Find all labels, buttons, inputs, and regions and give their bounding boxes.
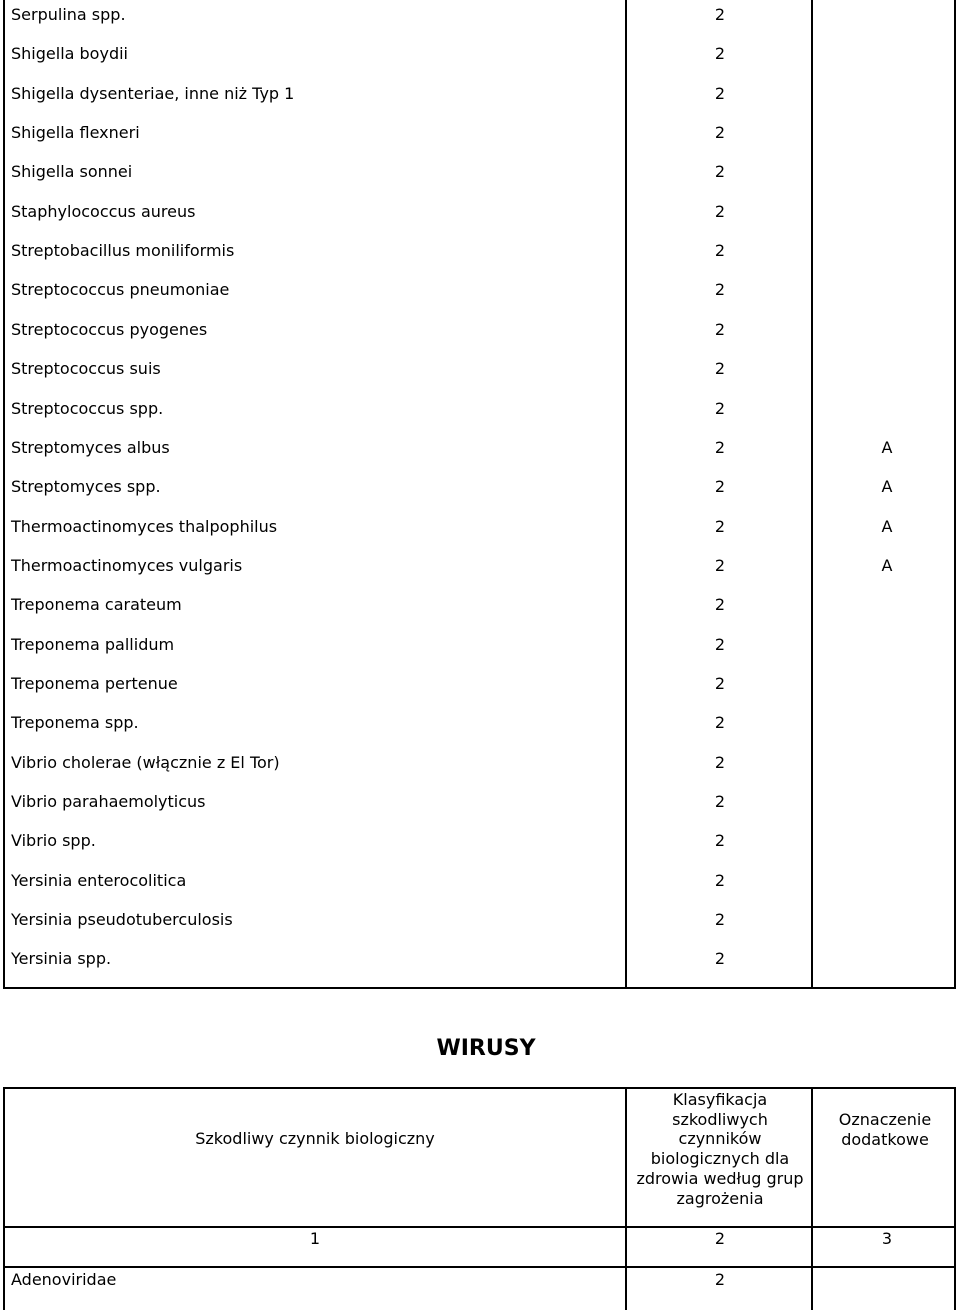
table-row: [0, 467, 960, 506]
risk-group: 2: [714, 595, 726, 615]
risk-group: 2: [714, 83, 726, 103]
risk-group: 2: [714, 831, 726, 851]
agent-name: Vibrio parahaemolyticus: [11, 792, 206, 811]
agent-name: Streptococcus pneumoniae: [11, 280, 230, 300]
table-row: [0, 113, 960, 152]
risk-group: 2: [714, 280, 726, 300]
risk-group: 2: [714, 359, 726, 379]
risk-group: 2: [714, 792, 726, 811]
table-row: [0, 0, 960, 34]
header-additional-label: Oznaczenie dodatkowe: [838, 1110, 932, 1149]
risk-group: 2: [714, 634, 726, 654]
risk-group: 2: [714, 162, 726, 182]
agent-name: Thermoactinomyces thalpophilus: [11, 516, 278, 536]
section-title: WIRUSY: [436, 1036, 536, 1061]
risk-group: 2: [714, 477, 726, 497]
agent-name: Shigella flexneri: [11, 123, 140, 143]
table-row: [0, 270, 960, 309]
table-row: [0, 546, 960, 585]
agent-name: Treponema carateum: [11, 595, 182, 615]
virus-row-group: 2: [714, 1270, 726, 1289]
table-row: [0, 821, 960, 860]
agent-name: Streptobacillus moniliformis: [11, 241, 235, 261]
agent-name: Streptococcus spp.: [11, 398, 164, 418]
risk-group: 2: [714, 5, 726, 24]
table-row: [0, 310, 960, 349]
risk-group: 2: [714, 910, 726, 930]
table-row: [0, 861, 960, 900]
risk-group: 2: [714, 870, 726, 890]
agent-name: Serpulina spp.: [11, 5, 126, 24]
table-border-bottom: [3, 987, 956, 989]
risk-group: 2: [714, 949, 726, 969]
table-row: [0, 743, 960, 782]
table-row: [0, 192, 960, 231]
table-row: [0, 782, 960, 821]
virus-table-border-right: [954, 1087, 956, 1310]
table-row: [0, 152, 960, 191]
risk-group: 2: [714, 241, 726, 261]
risk-group: 2: [714, 319, 726, 339]
agent-name: Yersinia enterocolitica: [11, 870, 187, 890]
risk-group: 2: [714, 752, 726, 772]
agent-name: Vibrio spp.: [11, 831, 96, 851]
risk-group: 2: [714, 713, 726, 733]
virus-header-bottom-line: [3, 1226, 956, 1228]
table-row: [0, 900, 960, 939]
virus-numbers-bottom-line: [3, 1266, 956, 1268]
risk-group: 2: [714, 398, 726, 418]
header-classification-label: Klasyfikacja szkodliwych czynników biologicznych dla zdrowia według grup zagrożenia: [636, 1090, 804, 1208]
virus-table-border-left: [3, 1087, 5, 1310]
agent-name: Treponema pertenue: [11, 673, 178, 693]
additional-mark: A: [881, 516, 893, 536]
risk-group: 2: [714, 44, 726, 64]
table-row: [0, 74, 960, 113]
table-row: [0, 703, 960, 742]
virus-table-border-top: [3, 1087, 956, 1089]
agent-name: Vibrio cholerae (włącznie z El Tor): [11, 752, 280, 772]
agent-name: Thermoactinomyces vulgaris: [11, 555, 243, 575]
additional-mark: A: [881, 437, 893, 457]
agent-name: Yersinia spp.: [11, 949, 112, 969]
agent-name: Treponema spp.: [11, 713, 139, 733]
table-row: [0, 585, 960, 624]
agent-name: Staphylococcus aureus: [11, 201, 196, 221]
table-row: [0, 349, 960, 388]
additional-mark: A: [881, 477, 893, 497]
risk-group: 2: [714, 437, 726, 457]
agent-name: Streptococcus pyogenes: [11, 319, 208, 339]
table-row: [0, 231, 960, 270]
table-row: [0, 625, 960, 664]
column-number-3: 3: [881, 1229, 893, 1248]
table-row: [0, 389, 960, 428]
agent-name: Streptomyces spp.: [11, 477, 161, 497]
table-row: [0, 34, 960, 73]
risk-group: 2: [714, 555, 726, 575]
risk-group: 2: [714, 123, 726, 143]
table-row: [0, 507, 960, 546]
risk-group: 2: [714, 201, 726, 221]
agent-name: Shigella dysenteriae, inne niż Typ 1: [11, 83, 295, 103]
agent-name: Yersinia pseudotuberculosis: [11, 910, 233, 930]
column-number-1: 1: [309, 1229, 321, 1248]
agent-name: Shigella sonnei: [11, 162, 133, 182]
agent-name: Treponema pallidum: [11, 634, 175, 654]
table-row: [0, 939, 960, 978]
agent-name: Streptococcus suis: [11, 359, 161, 379]
column-number-2: 2: [714, 1229, 726, 1248]
table-row: [0, 428, 960, 467]
agent-name: Streptomyces albus: [11, 437, 170, 457]
risk-group: 2: [714, 516, 726, 536]
agent-name: Shigella boydii: [11, 44, 128, 64]
header-agent-label: Szkodliwy czynnik biologiczny: [195, 1129, 435, 1148]
additional-mark: A: [881, 555, 893, 575]
table-row: [0, 664, 960, 703]
virus-row-name: Adenoviridae: [11, 1270, 117, 1289]
risk-group: 2: [714, 673, 726, 693]
